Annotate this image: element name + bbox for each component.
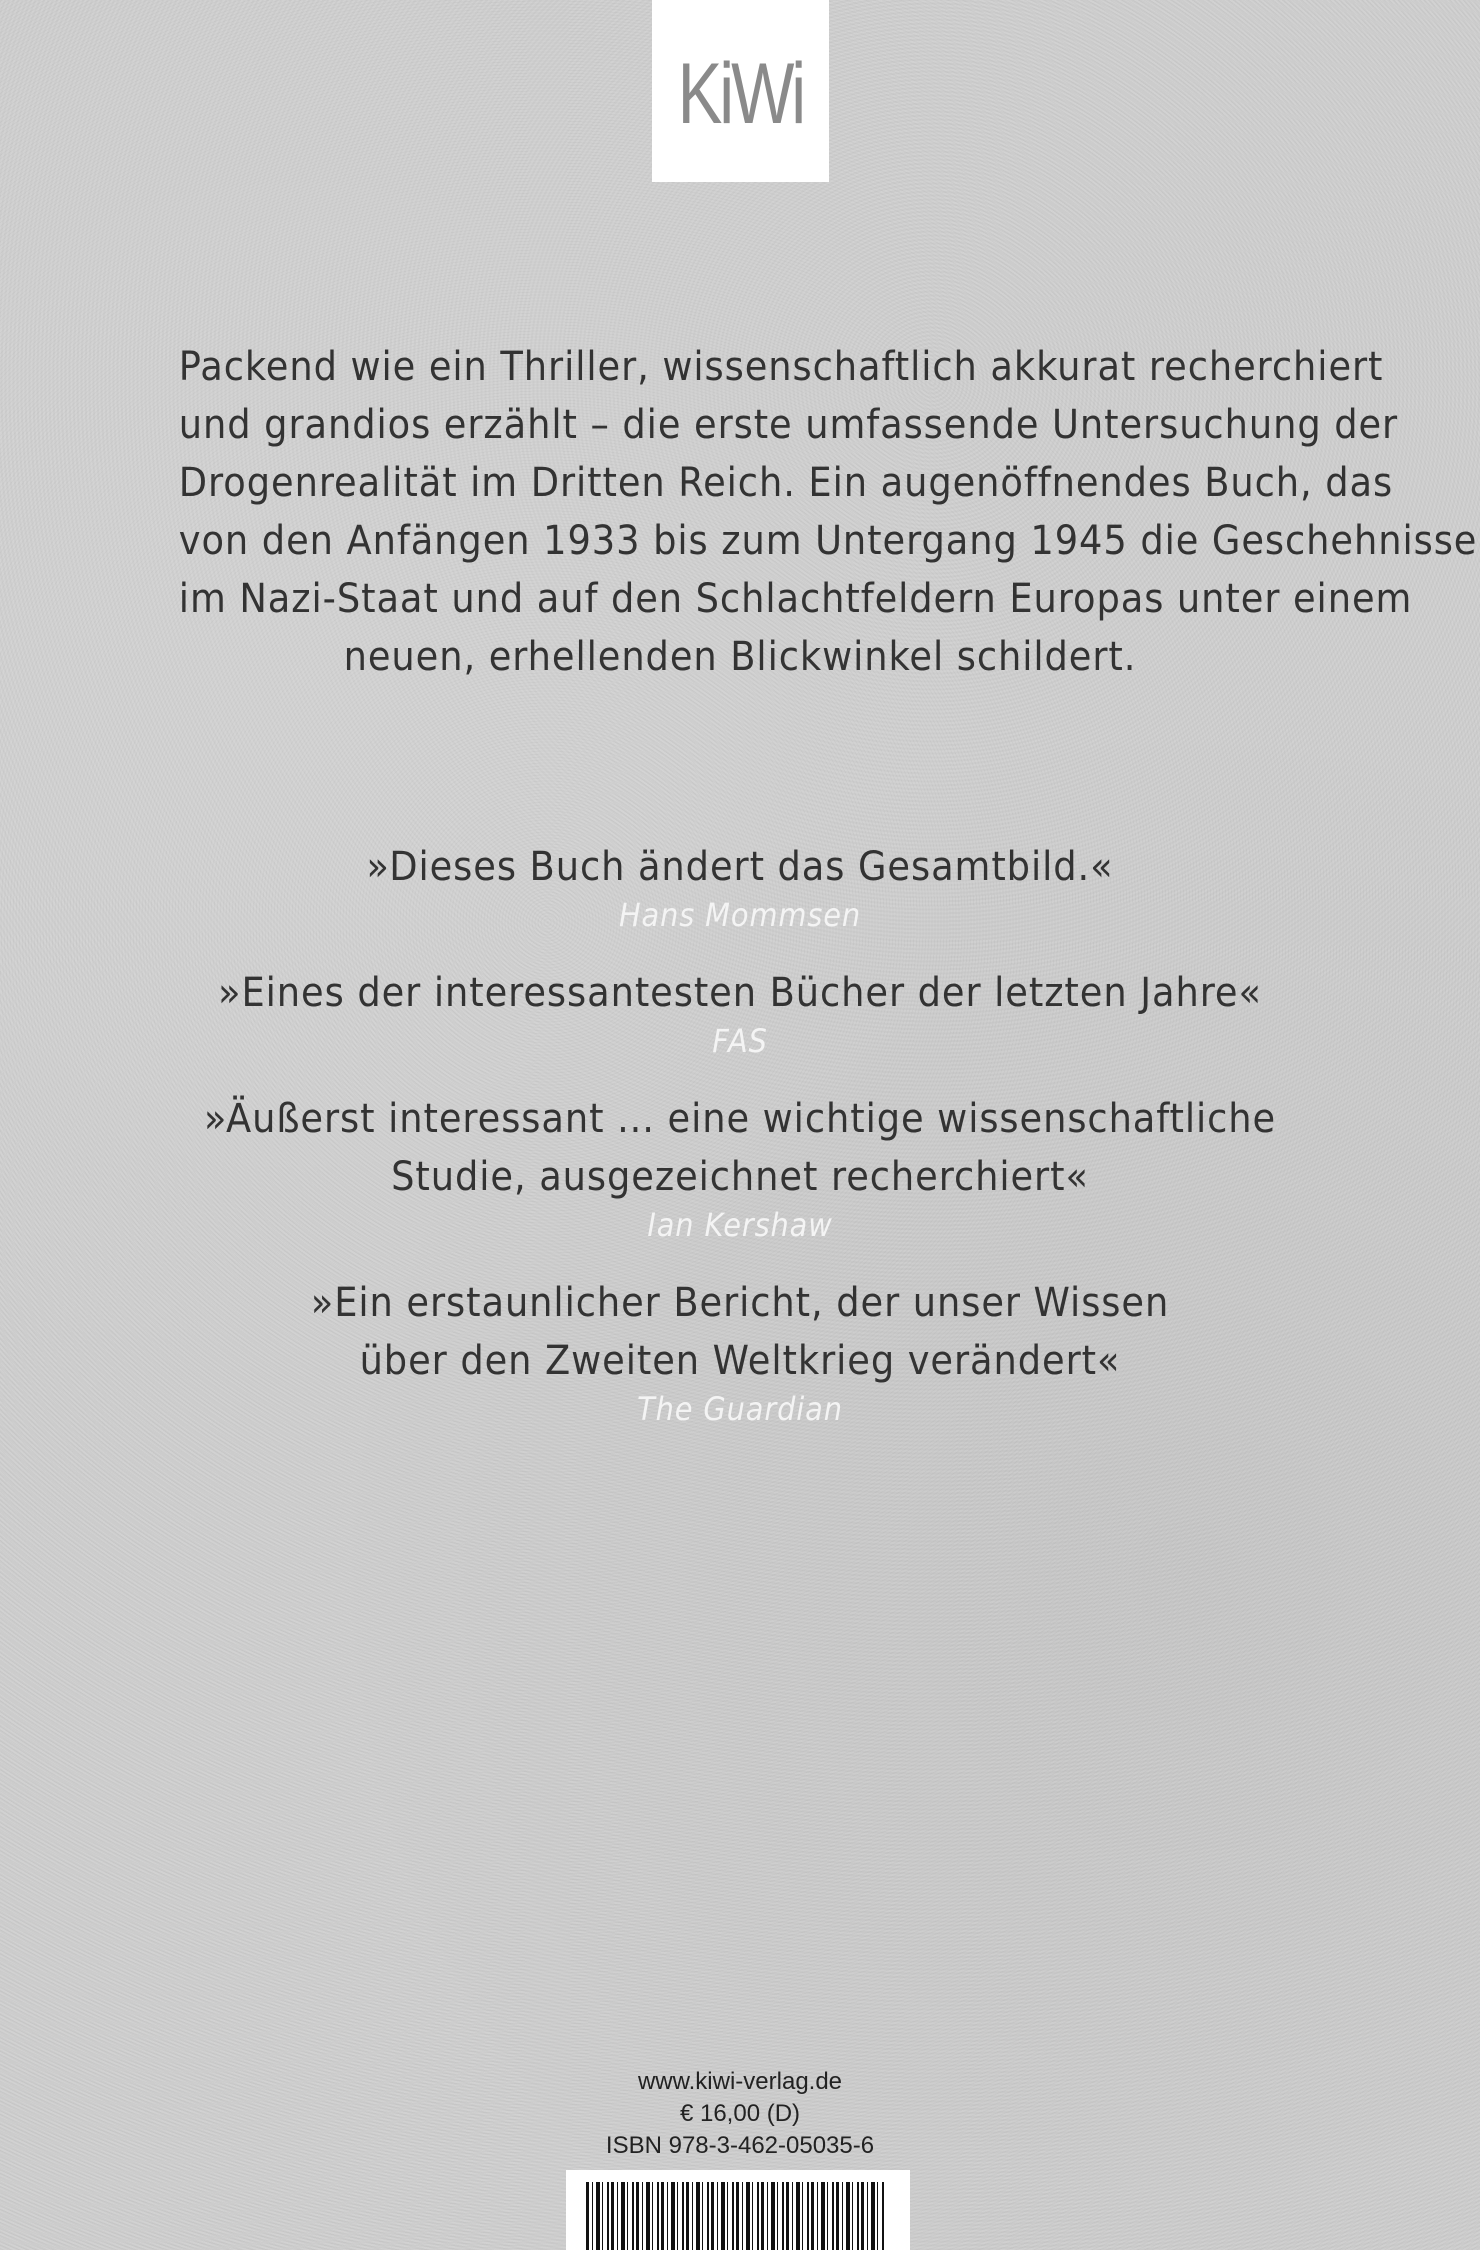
price-label: € 16,00 (D) <box>679 2100 801 2127</box>
quote-line: »Äußerst interessant ... eine wichtige wissenschaftliche <box>203 1096 1277 1142</box>
blurb-line: Drogenrealität im Dritten Reich. Ein augenöffnendes Buch, das <box>178 460 1394 506</box>
quote-text <box>188 1090 1292 1206</box>
blurb-paragraph <box>178 338 1478 686</box>
publisher-website: www.kiwi-verlag.de <box>637 2068 843 2095</box>
quote-line: über den Zweiten Weltkrieg verändert« <box>359 1338 1121 1384</box>
quote-text <box>188 1274 1292 1390</box>
publisher-logo <box>652 0 829 182</box>
quote-line: »Dieses Buch ändert das Gesamtbild.« <box>366 844 1114 890</box>
blurb-line: von den Anfängen 1933 bis zum Untergang 1945 die Geschehnisse <box>178 518 1478 564</box>
barcode <box>566 2170 910 2250</box>
quote-source: Hans Mommsen <box>618 896 862 934</box>
blurb-line: und grandios erzählt – die erste umfassende Untersuchung der <box>178 402 1399 448</box>
quote-text <box>188 964 1292 1022</box>
quote-line: »Eines der interessantesten Bücher der letzten Jahre« <box>218 970 1262 1016</box>
press-quote-mommsen <box>140 838 1340 934</box>
quote-line: Studie, ausgezeichnet recherchiert« <box>391 1154 1089 1200</box>
imprint-block <box>540 2066 940 2162</box>
quote-line: »Ein erstaunlicher Bericht, der unser Wissen <box>310 1280 1170 1326</box>
quote-source: The Guardian <box>637 1390 843 1428</box>
isbn-label: ISBN 978-3-462-05035-6 <box>605 2132 875 2159</box>
press-quote-fas <box>140 964 1340 1060</box>
quote-text <box>188 838 1292 896</box>
quote-source: FAS <box>712 1022 768 1060</box>
press-quote-guardian <box>140 1274 1340 1428</box>
blurb-line: neuen, erhellenden Blickwinkel schildert. <box>343 634 1137 680</box>
publisher-logo-text: KiWi <box>677 46 804 142</box>
barcode-bars <box>586 2182 886 2250</box>
press-quote-kershaw <box>140 1090 1340 1244</box>
blurb-line: im Nazi-Staat und auf den Schlachtfeldern Europas unter einem <box>178 576 1413 622</box>
blurb-line: Packend wie ein Thriller, wissenschaftlich akkurat recherchiert <box>178 344 1384 390</box>
press-quotes <box>140 838 1340 1458</box>
quote-source: Ian Kershaw <box>647 1206 833 1244</box>
